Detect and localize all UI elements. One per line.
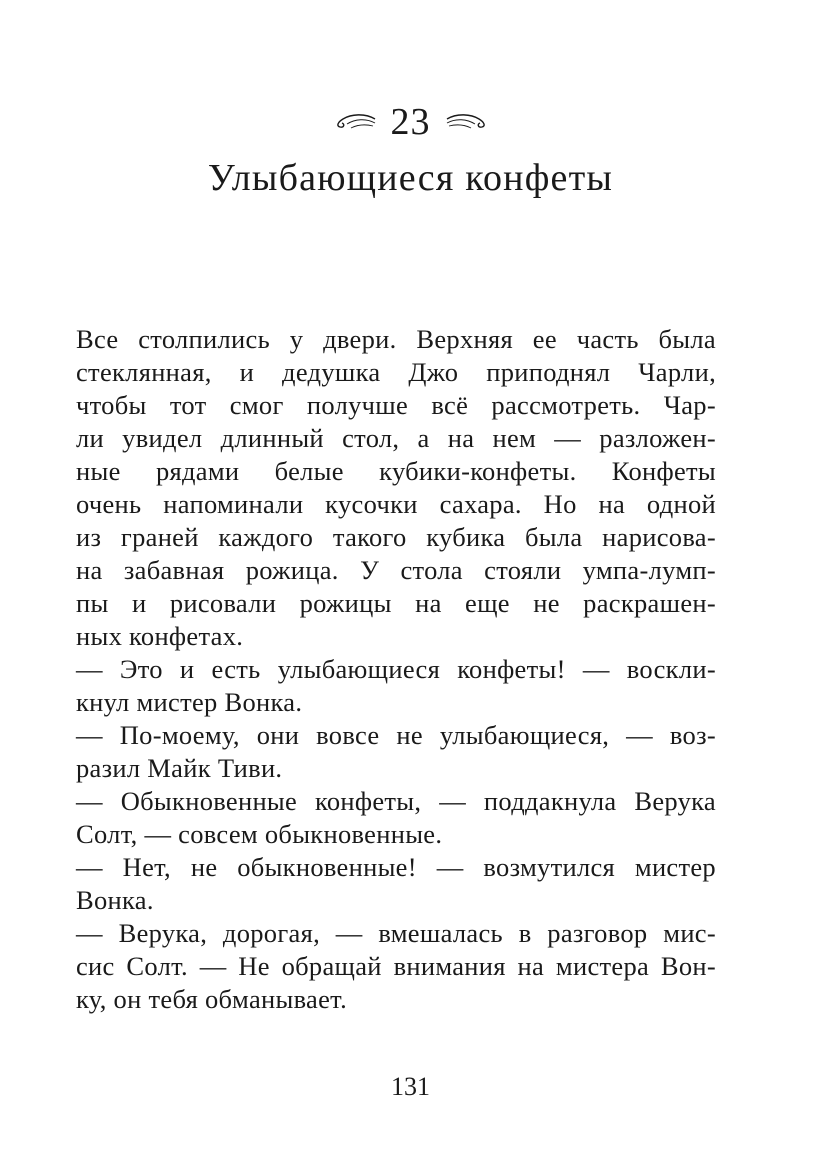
text-line: пы и рисовали рожицы на еще не раскрашен- xyxy=(76,588,716,618)
text-line: — Обыкновенные конфеты, — поддакнула Верука xyxy=(76,786,716,816)
text-line: сис Солт. — Не обращай внимания на мистера Вон- xyxy=(76,951,716,981)
text-line: Все столпились у двери. Верхняя ее часть была xyxy=(76,324,716,354)
text-line: ку, он тебя обманывает. xyxy=(76,984,347,1014)
page-number: 131 xyxy=(391,1072,430,1101)
text-line: Солт, — совсем обыкновенные. xyxy=(76,819,443,849)
text-line: — Это и есть улыбающиеся конфеты! — воскли- xyxy=(76,654,716,684)
text-line: ных конфетах. xyxy=(76,621,244,651)
left-flourish-icon xyxy=(333,112,377,132)
body-text xyxy=(76,323,716,1016)
text-line: ли увидел длинный стол, а на нем — разложен- xyxy=(76,423,716,453)
chapter-title: Улыбающиеся конфеты xyxy=(207,157,614,199)
text-line: — Верука, дорогая, — вмешалась в разговор мис- xyxy=(76,918,716,948)
text-line: стеклянная, и дедушка Джо приподнял Чарли, xyxy=(76,357,716,387)
right-flourish-icon xyxy=(445,112,489,132)
text-line: очень напоминали кусочки сахара. Но на одной xyxy=(76,489,716,519)
chapter-heading xyxy=(0,92,821,152)
text-line: чтобы тот смог получше всё рассмотреть. Чар- xyxy=(76,390,716,420)
text-line: разил Майк Тиви. xyxy=(76,753,283,783)
text-line: — По-моему, они вовсе не улыбающиеся, — воз- xyxy=(76,720,716,750)
text-line: из граней каждого такого кубика была нарисова- xyxy=(76,522,716,552)
text-line: ные рядами белые кубики-конфеты. Конфеты xyxy=(76,456,716,486)
text-line: кнул мистер Вонка. xyxy=(76,687,303,717)
text-line: на забавная рожица. У стола стояли умпа-лумп- xyxy=(76,555,716,585)
text-line: Вонка. xyxy=(76,885,154,915)
text-line: — Нет, не обыкновенные! — возмутился мистер xyxy=(76,852,716,882)
chapter-number: 23 xyxy=(390,101,431,143)
